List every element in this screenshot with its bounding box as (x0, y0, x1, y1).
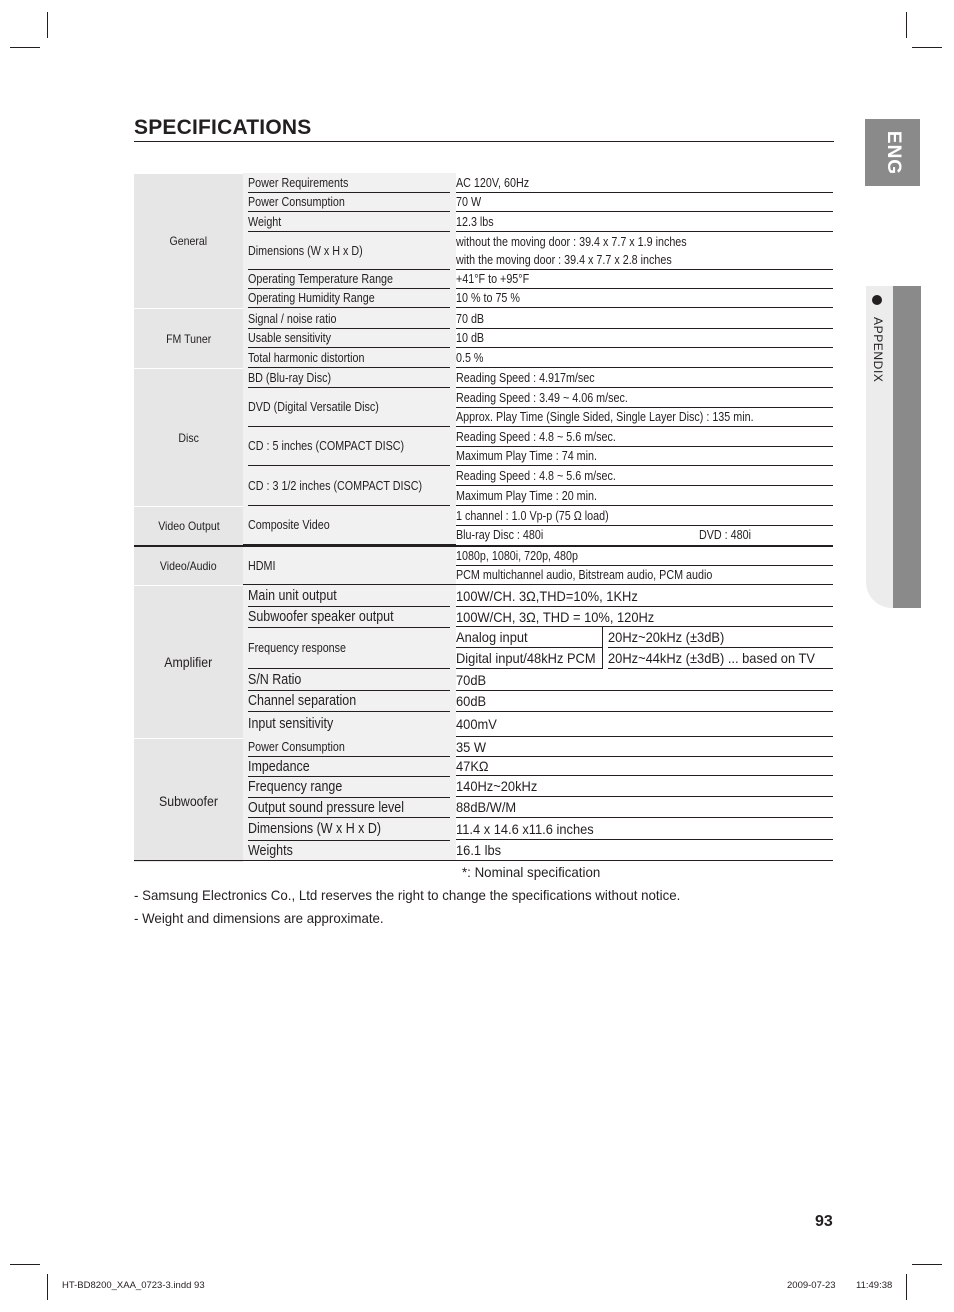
crop-mark (47, 1274, 48, 1300)
spec-value: +41°F to +95°F (456, 270, 833, 289)
crop-mark (10, 1264, 40, 1265)
spec-value: Reading Speed : 4.917m/sec (456, 368, 833, 388)
spec-label: Dimensions (W x H x D) (248, 818, 450, 841)
crop-mark (912, 1264, 942, 1265)
spec-label: Input sensitivity (248, 716, 334, 732)
page-title: SPECIFICATIONS (134, 116, 834, 142)
category-cell: Video Output (134, 506, 243, 545)
spec-value: 70dB (456, 669, 833, 691)
spec-label: BD (Blu-ray Disc) (248, 368, 450, 388)
bullet-icon (872, 295, 882, 305)
spec-subvalue-key: Analog input (456, 627, 603, 648)
section-tab-label: APPENDIX (871, 317, 885, 383)
section-tab (866, 286, 921, 608)
crop-mark (10, 47, 40, 48)
spec-value: PCM multichannel audio, Bitstream audio, PCM audio (456, 566, 833, 585)
language-tab-label: ENG (882, 130, 904, 175)
spec-value: 47KΩ (456, 757, 833, 776)
crop-mark (912, 47, 942, 48)
spec-label: Channel separation (248, 691, 450, 712)
spec-value: 400mV (456, 712, 833, 737)
section-tab-edge (893, 286, 921, 608)
spec-value: Reading Speed : 3.49 ~ 4.06 m/sec. (456, 388, 833, 408)
spec-label: Impedance (248, 757, 450, 777)
spec-value: 16.1 lbs (456, 842, 502, 858)
spec-label: Signal / noise ratio (248, 309, 450, 329)
spec-label: Frequency response (248, 628, 450, 669)
spec-subvalue-key: Digital input/48kHz PCM (456, 648, 603, 669)
spec-value: without the moving door : 39.4 x 7.7 x 1.9 inches with the moving door : 39.4 x 7.7 x 2.8 inches (456, 232, 833, 270)
spec-value: 100W/CH, 3Ω, THD = 10%, 120Hz (456, 607, 833, 627)
spec-value: Reading Speed : 4.8 ~ 5.6 m/sec. (456, 466, 833, 486)
spec-label: Composite Video (248, 518, 330, 532)
spec-label: Output sound pressure level (248, 798, 450, 818)
spec-label: Operating Humidity Range (248, 289, 450, 308)
spec-label: Operating Temperature Range (248, 270, 450, 289)
disclaimer-line: - Samsung Electronics Co., Ltd reserves the right to change the specifications without notice. (134, 887, 681, 903)
spec-label: CD : 5 inches (COMPACT DISC) (248, 427, 450, 466)
category-cell: Amplifier (134, 585, 243, 738)
spec-label: CD : 3 1/2 inches (COMPACT DISC) (248, 466, 450, 506)
spec-value: 88dB/W/M (456, 797, 833, 818)
spec-value: Maximum Play Time : 74 min. (456, 447, 833, 466)
disclaimer-line: - Weight and dimensions are approximate. (134, 910, 384, 926)
spec-value: 60dB (456, 691, 833, 712)
spec-label: DVD (Digital Versatile Disc) (248, 388, 450, 427)
footer-date: 2009-07-23 (787, 1280, 836, 1291)
spec-value: 1080p, 1080i, 720p, 480p (456, 547, 833, 566)
spec-label: Weight (248, 212, 450, 232)
spec-value: Blu-ray Disc : 480i (456, 528, 544, 542)
page-number: 93 (815, 1213, 833, 1230)
nominal-note: *: Nominal specification (462, 864, 601, 880)
crop-mark (47, 12, 48, 38)
footer-file: HT-BD8200_XAA_0723-3.indd 93 (62, 1280, 205, 1291)
category-cell: Video/Audio (134, 545, 243, 585)
spec-value-extra: DVD : 480i (699, 528, 751, 542)
crop-mark (906, 1274, 907, 1300)
spec-value: 140Hz~20kHz (456, 776, 833, 797)
group-divider (134, 860, 833, 861)
spec-value: Maximum Play Time : 20 min. (456, 486, 833, 506)
language-tab (865, 119, 920, 186)
spec-value: 100W/CH. 3Ω,THD=10%, 1KHz (456, 585, 833, 607)
footer-time: 11:49:38 (856, 1280, 893, 1291)
spec-label: Power Requirements (248, 173, 450, 193)
category-cell: Subwoofer (134, 738, 243, 862)
spec-label: HDMI (248, 558, 276, 573)
spec-label: Power Consumption (248, 738, 450, 757)
spec-value: 10 dB (456, 329, 833, 348)
spec-value: 1 channel : 1.0 Vp-p (75 Ω load) (456, 506, 833, 526)
spec-subvalue: 20Hz~20kHz (±3dB) (608, 627, 833, 648)
category-cell: General (134, 173, 243, 308)
spec-value: 35 W (456, 738, 833, 757)
spec-label: Main unit output (248, 585, 450, 607)
category-cell: FM Tuner (134, 308, 243, 368)
spec-label: Total harmonic distortion (248, 348, 450, 368)
spec-value: 12.3 lbs (456, 212, 833, 232)
spec-label: Usable sensitivity (248, 329, 450, 348)
spec-value: Approx. Play Time (Single Sided, Single Layer Disc) : 135 min. (456, 408, 833, 427)
spec-table (134, 173, 834, 861)
spec-value: 0.5 % (456, 348, 833, 368)
spec-label: Subwoofer speaker output (248, 607, 450, 628)
crop-mark (906, 12, 907, 38)
spec-label: Weights (248, 842, 293, 859)
spec-label: Power Consumption (248, 193, 450, 212)
spec-value: 11.4 x 14.6 x11.6 inches (456, 818, 833, 840)
spec-subvalue: 20Hz~44kHz (±3dB) ... based on TV (608, 648, 833, 669)
sub-divider (602, 627, 603, 668)
spec-label: Frequency range (248, 777, 450, 798)
category-cell: Disc (134, 368, 243, 506)
spec-value: 70 W (456, 193, 833, 212)
spec-label: S/N Ratio (248, 669, 450, 691)
spec-value: Reading Speed : 4.8 ~ 5.6 m/sec. (456, 427, 833, 447)
spec-value: AC 120V, 60Hz (456, 173, 833, 193)
spec-label: Dimensions (W x H x D) (248, 232, 450, 270)
spec-value: 10 % to 75 % (456, 289, 833, 308)
spec-value: 70 dB (456, 309, 833, 329)
